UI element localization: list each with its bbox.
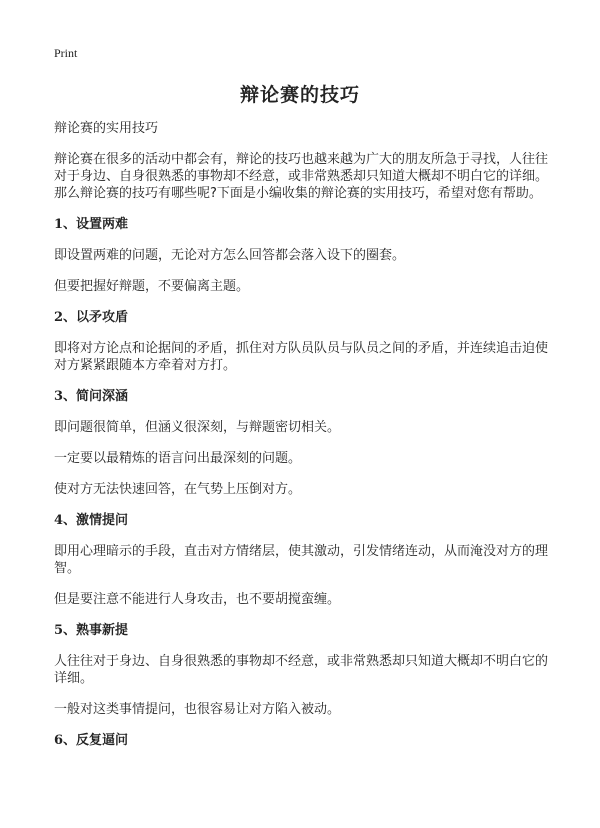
article-body bbox=[54, 120, 548, 763]
section-heading-3: 3、简问深涵 bbox=[54, 389, 129, 404]
page-title: 辩论赛的技巧 bbox=[239, 84, 360, 106]
section-heading-5: 5、熟事新提 bbox=[54, 623, 129, 638]
section-heading-2: 2、以矛攻盾 bbox=[54, 310, 129, 325]
section-5-paragraph-2: 一般对这类事情提问，也很容易让对方陷入被动。 bbox=[54, 702, 341, 717]
section-3-paragraph-3: 使对方无法快速回答，在气势上压倒对方。 bbox=[54, 482, 302, 497]
section-2-paragraph-1: 即将对方论点和论据间的矛盾，抓住对方队员队员与队员之间的矛盾，并连续追击迫使对方紧紧跟随本方牵着对方打。 bbox=[54, 341, 549, 373]
section-3-paragraph-1: 即问题很简单，但涵义很深刻，与辩题密切相关。 bbox=[54, 420, 341, 435]
section-heading-4: 4、激情提问 bbox=[54, 513, 129, 528]
section-1-paragraph-1: 即设置两难的问题，无论对方怎么回答都会落入设下的圈套。 bbox=[54, 248, 406, 263]
section-3-paragraph-2: 一定要以最精炼的语言问出最深刻的问题。 bbox=[54, 451, 302, 466]
intro-paragraph: 辩论赛在很多的活动中都会有，辩论的技巧也越来越为广大的朋友所急于寻找，人往往对于身边、自身很熟悉的事物却不经意，或非常熟悉却只知道大概却不明白它的详细。那么辩论赛的技巧有哪些呢?下面是小编收集的辩论赛的实用技巧，希望对您有帮助。 bbox=[54, 152, 549, 201]
section-heading-1: 1、设置两难 bbox=[54, 217, 129, 232]
section-4-paragraph-2: 但是要注意不能进行人身攻击，也不要胡搅蛮缠。 bbox=[54, 592, 341, 607]
section-4-paragraph-1: 即用心理暗示的手段，直击对方情绪层，使其激动，引发情绪连动，从而淹没对方的理智。 bbox=[54, 544, 549, 576]
section-heading-6: 6、反复逼问 bbox=[54, 733, 129, 748]
section-1-paragraph-2: 但要把握好辩题，不要偏离主题。 bbox=[54, 279, 250, 294]
section-5-paragraph-1: 人往往对于身边、自身很熟悉的事物却不经意，或非常熟悉却只知道大概却不明白它的详细。 bbox=[54, 654, 549, 686]
print-link[interactable]: Print bbox=[54, 46, 78, 60]
article-subtitle: 辩论赛的实用技巧 bbox=[54, 121, 159, 136]
